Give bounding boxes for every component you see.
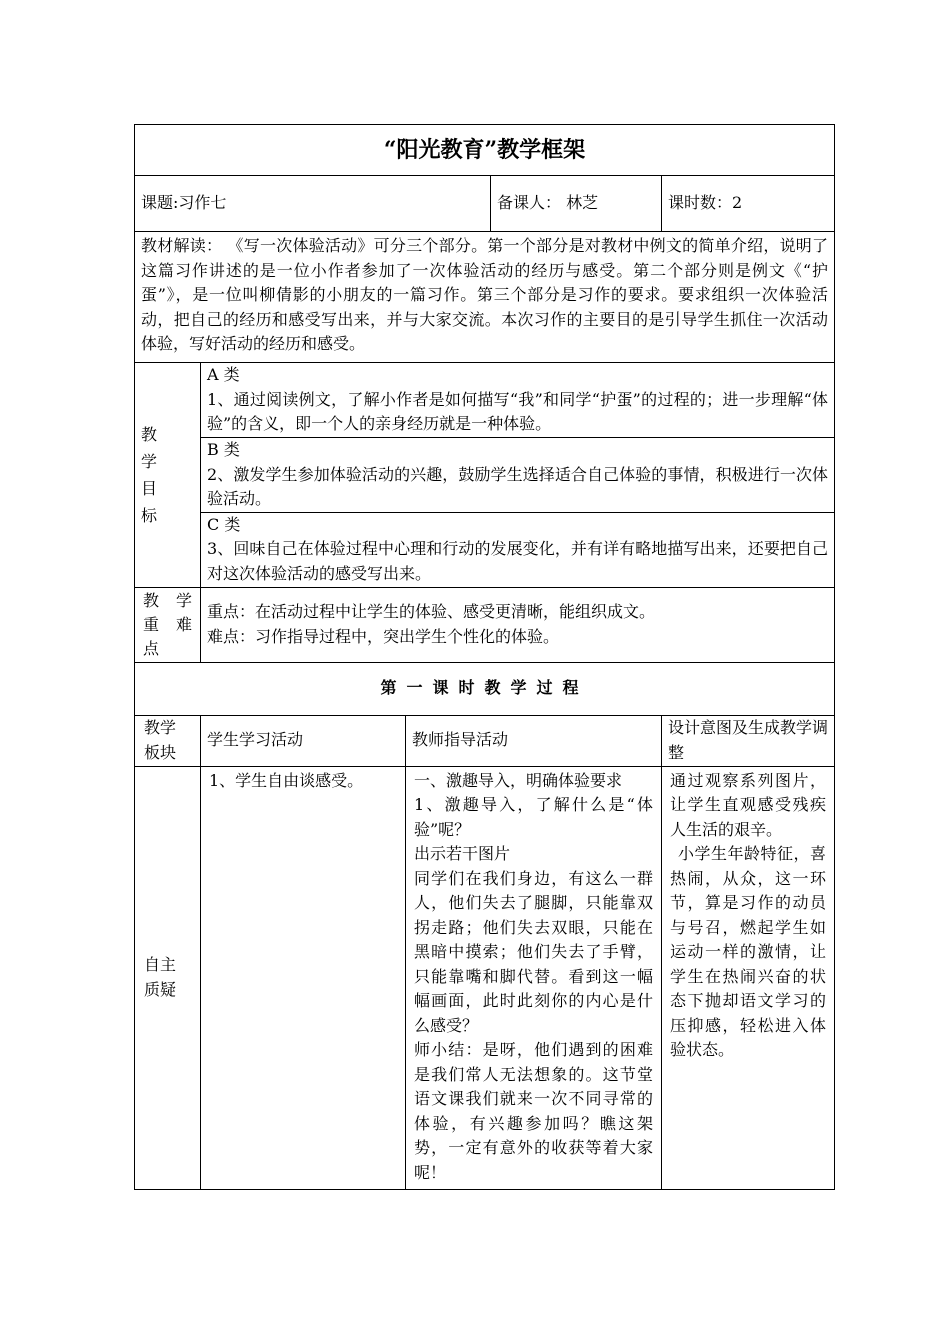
kp-label-char: 学 (175, 590, 192, 610)
goal-b (201, 438, 835, 513)
goals-label-char: 学 (141, 451, 158, 471)
col-header-block: 教学板块 (135, 715, 201, 766)
difficult-point: 难点：习作指导过程中，突出学生个性化的体验。 (207, 626, 560, 646)
material-reading: 教材解读： 《写一次体验活动》可分三个部分。第一个部分是对教材中例文的简单介绍，说明了这篇习作讲述的是一位小作者参加了一次体验活动的经历与感受。第二个部分则是例文《“护蛋”》，是一位叫柳倩影的小朋友的一篇习作。第三个部分是习作的要求。要求组织一次体验活动，把自己的经历和感受写出来，并与大家交流。本次习作的主要目的是引导学生抓住一次活动体验，写好活动的经历和感受。 (135, 232, 835, 363)
teacher-line: 同学们在我们身边，有这么一群人，他们失去了腿脚，只能靠双拐走路；他们失去双眼，只能在黑暗中摸索；他们失去了手臂，只能靠嘴和脚代替。看到这一幅幅画面，此时此刻你的内心是什么感受？ (414, 868, 653, 1035)
lesson-plan-table (134, 124, 835, 1190)
kp-label-char: 点 (143, 638, 160, 658)
col-header-design: 设计意图及生成教学调整 (662, 715, 835, 766)
preparer-cell: 备课人： 林芝 (491, 176, 662, 232)
kp-label-char: 教 (143, 590, 160, 610)
teacher-line: 师小结：是呀，他们遇到的困难是我们常人无法想象的。这节堂语文课我们就来一次不同寻常的体验，有兴趣参加吗？瞧这架势，一定有意外的收获等着大家呢！ (414, 1040, 653, 1182)
goal-c-title: C 类 (207, 514, 241, 534)
key-points-label (135, 587, 201, 662)
key-points-content (201, 587, 835, 662)
kp-label-char: 难 (175, 614, 192, 634)
goals-label-char: 标 (141, 505, 158, 525)
block-cell: 自主质疑 (135, 766, 201, 1189)
lesson-plan-document (134, 124, 834, 1190)
design-line: 通过观察系列图片，让学生直观感受残疾人生活的艰辛。 (670, 770, 827, 839)
goals-label-char: 教 (141, 424, 158, 444)
design-intent-cell (662, 766, 835, 1189)
topic-cell: 课题:习作七 (135, 176, 491, 232)
col-header-student: 学生学习活动 (201, 715, 406, 766)
student-activity-cell: 1、学生自由谈感受。 (201, 766, 406, 1189)
teaching-goals-label (135, 363, 201, 588)
teacher-line: 一、激趣导入，明确体验要求 (414, 770, 623, 790)
goal-c-text: 3、回味自己在体验过程中心理和行动的发展变化，并有详有略地描写出来，还要把自己对这次体验活动的感受写出来。 (207, 539, 829, 583)
design-line: 小学生年龄特征，喜热闹，从众，这一环节，算是习作的动员与号召，燃起学生如运动一样的激情，让学生在热闹兴奋的状态下抛却语文学习的压抑感，轻松进入体验状态。 (670, 844, 827, 1059)
kp-label-char: 重 (143, 614, 160, 634)
key-point: 重点：在活动过程中让学生的体验、感受更清晰，能组织成文。 (207, 602, 656, 621)
teacher-line: 出示若干图片 (414, 844, 511, 863)
goal-a-title: A 类 (207, 365, 240, 384)
goal-b-title: B 类 (207, 440, 240, 459)
col-header-teacher: 教师指导活动 (406, 715, 662, 766)
goal-a-text: 1、通过阅读例文，了解小作者是如何描写“我”和同学“护蛋”的过程的；进一步理解“体验”的含义，即一个人的亲身经历就是一种体验。 (207, 389, 829, 433)
goals-label-char: 目 (141, 478, 158, 498)
periods-cell: 课时数：2 (662, 176, 835, 232)
teacher-line: 1、激趣导入，了解什么是“体验”呢？ (414, 795, 653, 839)
teacher-activity-cell (406, 766, 662, 1189)
section-title: 第一课时教学过程 (135, 662, 835, 715)
goal-c (201, 512, 835, 587)
goal-b-text: 2、激发学生参加体验活动的兴趣，鼓励学生选择适合自己体验的事情，积极进行一次体验活动。 (207, 464, 829, 508)
page-title: “阳光教育”教学框架 (135, 125, 835, 176)
goal-a (201, 363, 835, 438)
